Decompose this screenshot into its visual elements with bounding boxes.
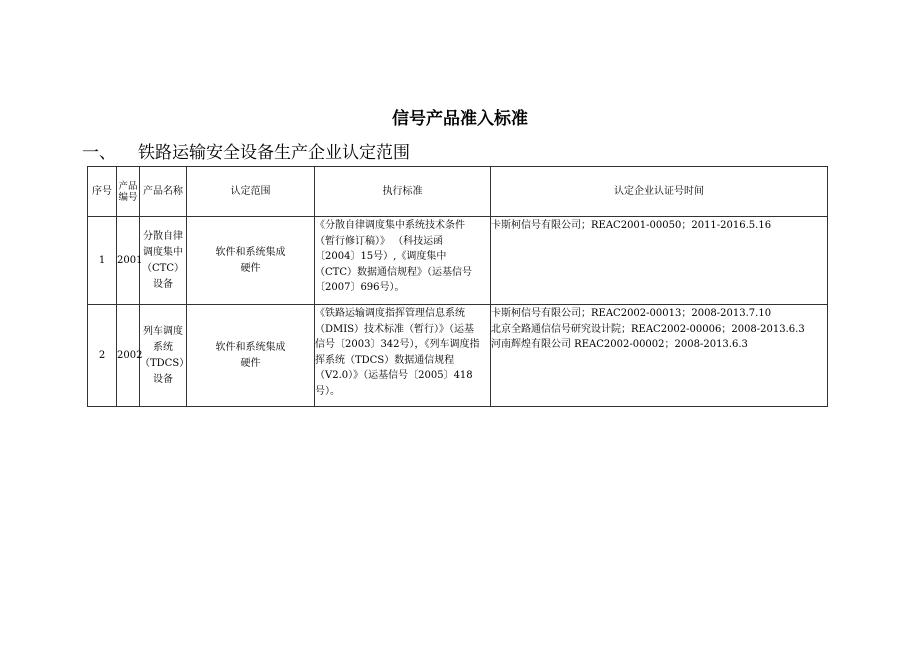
cell-seq: 2 — [88, 305, 117, 407]
cell-cert — [491, 217, 828, 305]
name-line: 设备 — [153, 278, 173, 290]
name-line: 分散自律 — [143, 230, 183, 242]
header-scope: 认定范围 — [187, 167, 315, 217]
table-row — [88, 305, 828, 407]
section-heading — [82, 138, 410, 163]
cert-line: 北京全路通信信号研究设计院；REAC2002-00006；2008-2013.6.3 — [491, 323, 805, 335]
section-title: 铁路运输安全设备生产企业认定范围 — [138, 143, 410, 163]
scope-line: 软件和系统集成 — [215, 341, 286, 353]
header-cert: 认定企业认证号时间 — [491, 167, 828, 217]
standard-line: 号）。 — [315, 385, 340, 397]
name-line: （CTC） — [142, 262, 184, 274]
header-code: 产品编号 — [117, 167, 140, 217]
scope-line: 软件和系统集成 — [215, 246, 286, 258]
standard-line: （DMIS）技术标准（暂行）》（运基 — [315, 323, 475, 335]
header-seq: 序号 — [88, 167, 117, 217]
scope-line: 硬件 — [240, 357, 261, 369]
cell-cert — [491, 305, 828, 407]
cell-scope — [187, 305, 315, 407]
cert-line: 卡斯柯信号有限公司；REAC2001-00050；2011-2016.5.16 — [491, 220, 772, 231]
cell-scope — [187, 217, 315, 305]
cell-standard — [315, 217, 491, 305]
name-line: 列车调度 — [143, 325, 183, 337]
section-number: 一、 — [82, 143, 116, 163]
standard-line: （V2.0）》（运基信号〔2005〕418 — [315, 370, 473, 381]
table-header-row — [88, 167, 828, 217]
cert-line: 河南辉煌有限公司 REAC2002-00002；2008-2013.6.3 — [491, 339, 748, 350]
cell-seq: 1 — [88, 217, 117, 305]
cell-code: 2001 — [117, 217, 140, 305]
cell-name — [140, 217, 187, 305]
standard-line: （暂行修订稿）》 （科技运函 — [315, 235, 444, 247]
name-line: 系统 — [153, 341, 173, 353]
cell-name — [140, 305, 190, 407]
standard-line: 《铁路运输调度指挥管理信息系统 — [315, 308, 465, 319]
cert-line: 卡斯柯信号有限公司；REAC2002-00013；2008-2013.7.10 — [491, 308, 772, 319]
certification-table — [87, 166, 828, 407]
name-line: 调度集中 — [143, 246, 183, 258]
standard-line: 信号〔2003〕342号），《列车调度指 — [315, 339, 480, 350]
cell-standard — [315, 305, 491, 407]
page-title: 信号产品准入标准 — [392, 109, 528, 129]
scope-line: 硬件 — [240, 262, 261, 274]
standard-line: 〔2007〕696号）。 — [315, 282, 405, 293]
standard-line: 挥系统（TDCS）数据通信规程 — [315, 354, 455, 366]
standard-line: 《分散自律调度集中系统技术条件 — [315, 220, 465, 231]
standard-line: 〔2004〕15号）,《调度集中 — [315, 251, 447, 262]
header-standard: 执行标准 — [315, 167, 491, 217]
cell-code: 2002 — [117, 305, 140, 407]
standard-line: （CTC）数据通信规程》（运基信号 — [315, 266, 472, 278]
header-name: 产品名称 — [140, 167, 187, 217]
table-row — [88, 217, 828, 305]
name-line: 设备 — [153, 373, 173, 385]
name-line: （TDCS） — [140, 357, 190, 369]
